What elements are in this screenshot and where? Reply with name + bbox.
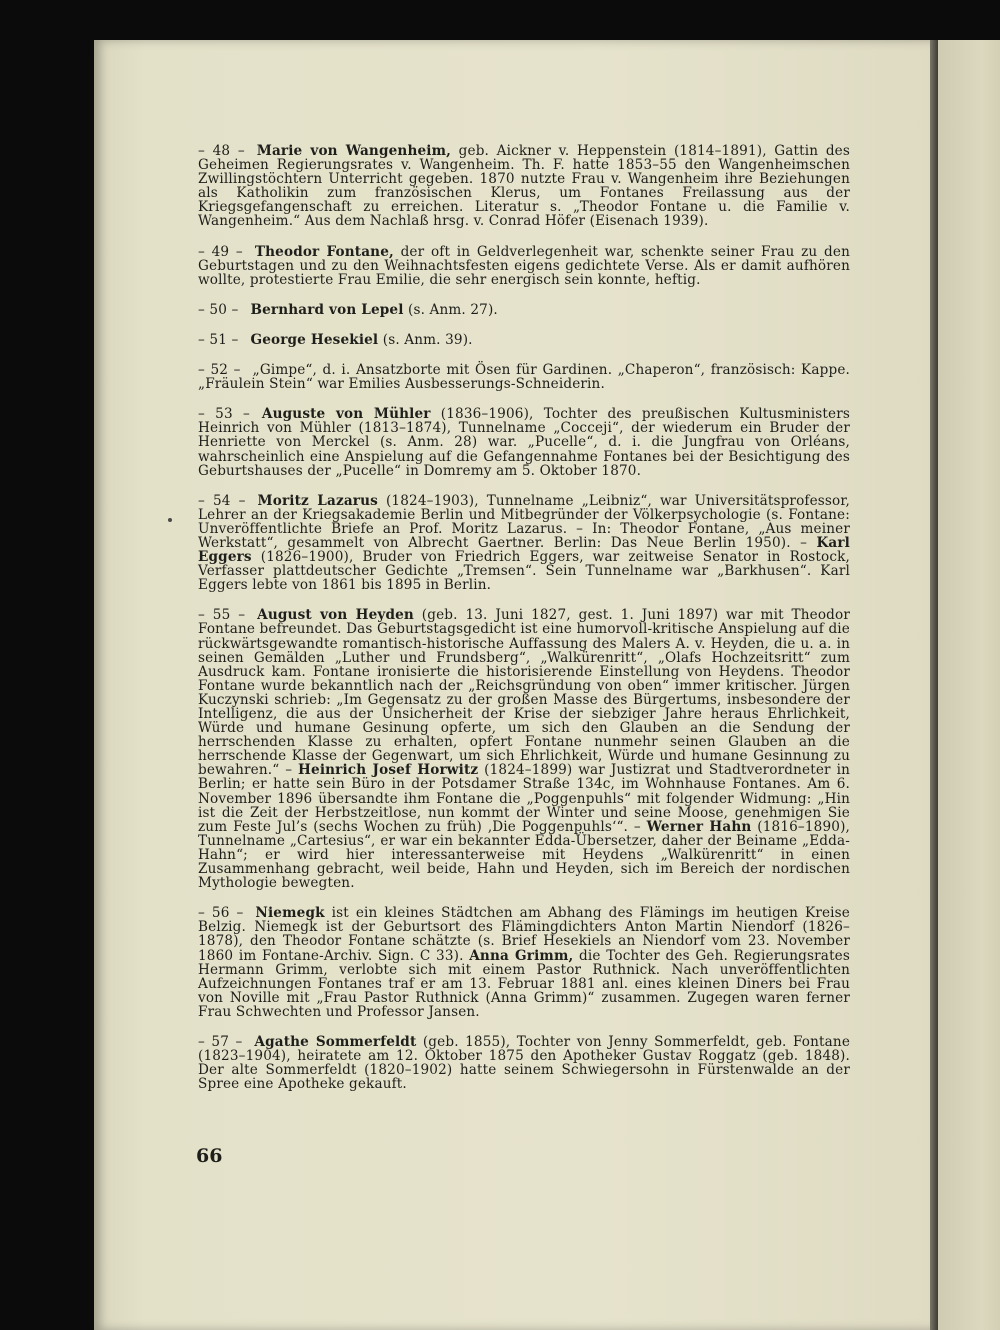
margin-mark [168, 518, 172, 522]
note-49: – 49 – Theodor Fontane, der oft in Geldverlegenheit war, schenkte seiner Frau zu den Geburtstagen und zu den Weihnachtsfesten eigens gedichtete Verse. Als er damit aufhören wollte, protestierte Frau Emilie, die sehr energisch sein konnte, heftig. [198, 243, 850, 288]
note-55: – 55 – August von Heyden (geb. 13. Juni 1827, gest. 1. Juni 1897) war mit Theodor Fontane befreundet. Das Geburtstagsgedicht ist eine humorvoll-kritische Anspielung auf die rückwärtsgewandte romantisch-historische Auffassung des Malers A. v. Heyden, die u. a. in seinen Gemälden „Luther und Frundsberg“, „Walkürenritt“, „Olafs Hochzeitsritt“ zum Ausdruck kam. Fontane ironisierte die historisierende Einstellung von Heydens. Theodor Fontane wurde bekanntlich nach der „Reichsgründung von oben“ immer kritischer. Jürgen Kuczynski schrieb: „Im Gegensatz zu der großen Masse des Bürgertums, insbesondere der Intelligenz, die aus der Unsicherheit der Krise der siebziger Jahre heraus Ehrlichkeit, Würde und humane Gesinung opferte, um sich den Glauben an die Sendung der herrschenden Klasse zu erhalten, opfert Fontane nunmehr seinen Glauben an die herrschende Klasse der Gegenwart, um sich Ehrlichkeit, Würde und humane Gesinnung zu bewahren.“ – Heinrich Josef Horwitz (1824–1899) war Justizrat und Stadtverordneter in Berlin; er hatte sein Büro in der Potsdamer Straße 134c, im Wohnhause Fontanes. Am 6. November 1896 übersandte ihm Fontane die „Poggenpuhls“ mit folgender Widmung: „Hin ist die Zeit der Herbstzeitlose, nun kommt der Winter und seine Moose, genehmigen Sie zum Feste Jul’s (sechs Wochen zu früh) ‚Die Poggenpuhls‘“. – Werner Hahn (1816–1890), Tunnelname „Cartesius“, er war ein bekannter Edda-Übersetzer, daher der Beiname „Edda-Hahn“; er wird hier interessanterweise mit Heydens „Walkürenritt“ in einen Zusammenhang gebracht, weil beide, Hahn und Heyden, sich im Bereich der nordischen Mythologie bewegten. [198, 607, 851, 892]
note-52: – 52 – „Gimpe“, d. i. Ansatzborte mit Ösen für Gardinen. „Chaperon“, französisch: Kappe. „Fräulein Stein“ war Emilies Ausbesserungs-Schneiderin. [198, 362, 850, 393]
note-54: – 54 – Moritz Lazarus (1824–1903), Tunnelname „Leibniz“, war Universitätsprofessor, Lehrer an der Kriegsakademie Berlin und Mitbegründer der Völkerpsychologie (s. Fontane: Unveröffentlichte Briefe an Prof. Moritz Lazarus. – In: Theodor Fontane, „Aus meiner Werkstatt“, gesammelt von Albrecht Gaertner. Berlin: Das Neue Berlin 1950). – Karl Eggers (1826–1900), Bruder von Friedrich Eggers, war zeitweise Senator in Rostock, Verfasser plattdeutscher Gedichte „Tremsen“. Sein Tunnelname war „Barkhusen“. Karl Eggers lebte von 1861 bis 1895 in Berlin. [198, 492, 850, 594]
note-57: – 57 – Agathe Sommerfeldt (geb. 1855), Tochter von Jenny Sommerfeldt, geb. Fontane (1823–1904), heiratete am 12. Oktober 1875 den Apotheker Gustav Roggatz (geb. 1848). Der alte Sommerfeldt (1820–1902) hatte seinem Schwiegersohn in Fürstenwalde an der Spree eine Apotheke gekauft. [198, 1033, 851, 1093]
note-51: – 51 – George Hesekiel (s. Anm. 39). [198, 331, 473, 348]
note-48: – 48 – Marie von Wangenheim, geb. Aickner v. Heppenstein (1814–1891), Gattin des Geheimen Regierungsrates v. Wangenheim. Th. F. hatte 1853–55 den Wangenheimschen Zwillingstöchtern Unterricht gegeben. 1870 nutzte Frau v. Wangenheim ihre Beziehungen als Katholikin zum französischen Klerus, um Fontanes Freilassung aus der Kriegsgefangenschaft zu erreichen. Literatur s. „Theodor Fontane u. die Familie v. Wangenheim.“ Aus dem Nachlaß hrsg. v. Conrad Höfer (Eisenach 1939). [198, 143, 850, 230]
note-56: – 56 – Niemegk ist ein kleines Städtchen am Abhang des Flämings im heutigen Kreise Belzig. Niemegk ist der Geburtsort des Flämingdichters Anton Martin Niendorf (1826–1878), den Theodor Fontane schätzte (s. Brief Hesekiels an Niendorf vom 23. November 1860 im Fontane-Archiv. Sign. C 33). Anna Grimm, die Tochter des Geh. Regierungsrates Hermann Grimm, verlobte sich mit einem Pastor Ruthnick. Nach unveröffentlichten Aufzeichnungen Fontanes traf er am 13. Februar 1881 anl. eines kleinen Diners bei Frau von Noville mit „Frau Pastor Ruthnick (Anna Grimm)“ zusammen. Zugegen waren ferner Frau Schwechten und Professor Jansen. [198, 905, 850, 1020]
book-spine [930, 40, 938, 1330]
note-50: – 50 – Bernhard von Lepel (s. Anm. 27). [198, 301, 498, 318]
page-number: 66 [196, 1145, 223, 1167]
adjacent-page-edge [938, 40, 1000, 1330]
note-53: – 53 – Auguste von Mühler (1836–1906), Tochter des preußischen Kultusministers Heinrich von Mühler (1813–1874), Tunnelname „Cocceji“, der wiederum ein Bruder der Henriette von Merckel (s. Anm. 28) war. „Pucelle“, d. i. die Jungfrau von Orléans, wahrscheinlich eine Anspielung auf die Gefangennahme Fontanes bei der Besichtigung des Geburtshauses der „Pucelle“ in Domremy am 5. Oktober 1870. [198, 406, 851, 479]
endnotes-text [198, 144, 850, 1107]
